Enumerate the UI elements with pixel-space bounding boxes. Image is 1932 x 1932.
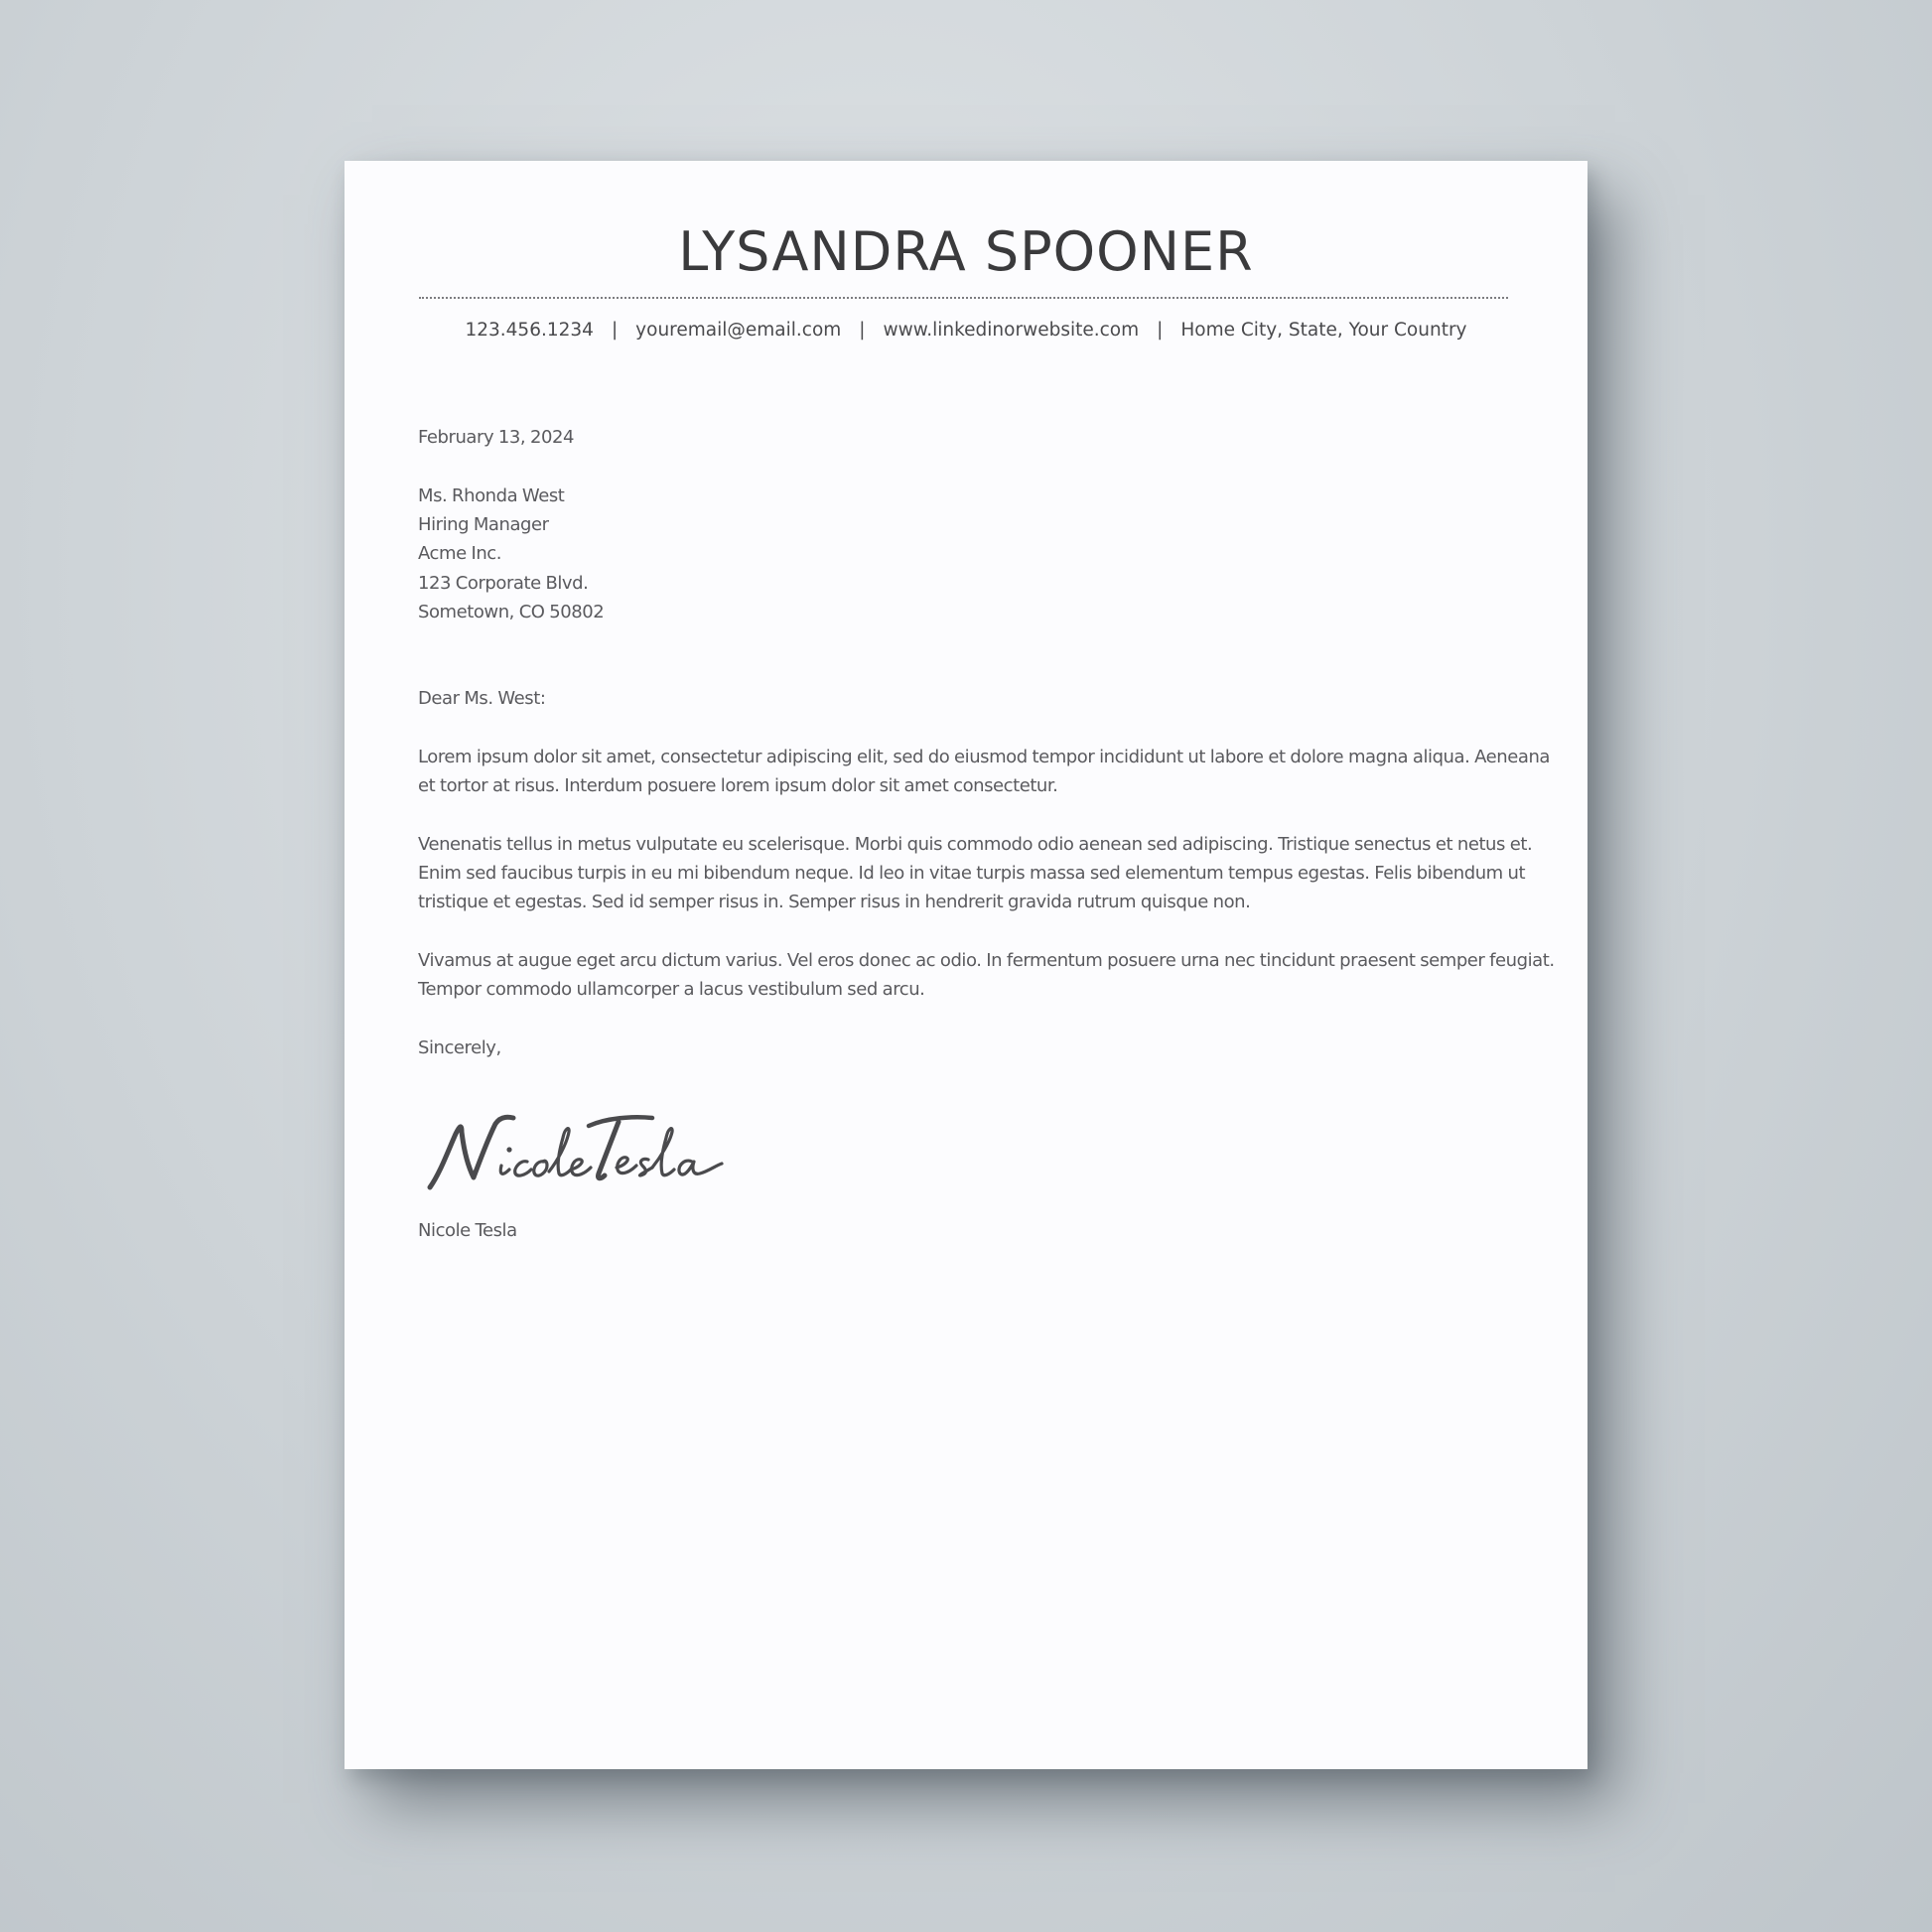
recipient-company: Acme Inc. xyxy=(418,543,502,565)
paragraph-line: et tortor at risus. Interdum posuere lorem ipsum dolor sit amet consectetur. xyxy=(418,775,1058,797)
header-divider xyxy=(419,297,1508,299)
paragraph-line: Lorem ipsum dolor sit amet, consectetur adipiscing elit, sed do eiusmod tempor incididunt ut labore et dolore magna aliqua. Aeneana xyxy=(418,747,1551,767)
paragraph-line: Enim sed faucibus turpis in eu mi bibendum neque. Id leo in vitae turpis massa sed elementum tempus egestas. Felis bibendum ut xyxy=(418,863,1526,885)
paragraph-line: Tempor commodo ullamcorper a lacus vestibulum sed arcu. xyxy=(418,979,925,1001)
body-paragraph-1 xyxy=(418,743,1551,800)
greeting-text: Dear Ms. West: xyxy=(418,688,546,709)
date-text: February 13, 2024 xyxy=(418,427,574,448)
recipient-name: Ms. Rhonda West xyxy=(418,485,565,506)
contact-separator: | xyxy=(859,320,866,341)
contact-email: youremail@email.com xyxy=(635,320,842,341)
body-paragraph-3 xyxy=(418,946,1555,1004)
contact-location: Home City, State, Your Country xyxy=(1180,320,1467,341)
recipient-title: Hiring Manager xyxy=(418,514,549,536)
contact-line xyxy=(345,320,1587,341)
recipient-street: 123 Corporate Blvd. xyxy=(418,572,589,594)
closing-text: Sincerely, xyxy=(418,1037,501,1058)
handwritten-signature xyxy=(422,1104,730,1193)
applicant-name: LYSANDRA SPOONER xyxy=(678,220,1254,283)
letter-page xyxy=(345,161,1587,1769)
body-paragraph-2 xyxy=(418,830,1533,917)
letter-greeting xyxy=(418,684,1520,713)
letter-closing xyxy=(418,1034,1520,1062)
recipient-city: Sometown, CO 50802 xyxy=(418,601,605,622)
paragraph-line: Vivamus at augue eget arcu dictum varius. Vel eros donec ac odio. In fermentum posuere urna nec tincidunt praesent semper feugiat. xyxy=(418,950,1555,971)
signer-name: Nicole Tesla xyxy=(418,1220,517,1241)
contact-separator: | xyxy=(611,320,619,341)
paragraph-line: Venenatis tellus in metus vulputate eu scelerisque. Morbi quis commodo odio aenean sed adipiscing. Tristique senectus et netus et. xyxy=(418,834,1533,855)
contact-website: www.linkedinorwebsite.com xyxy=(883,320,1140,341)
contact-separator: | xyxy=(1157,320,1164,341)
letter-date xyxy=(418,423,1520,452)
contact-phone: 123.456.1234 xyxy=(465,320,594,341)
recipient-address xyxy=(418,482,1520,626)
paragraph-line: tristique et egestas. Sed id semper risus in. Semper risus in hendrerit gravida rutrum quisque non. xyxy=(418,892,1251,913)
signer-block xyxy=(418,1216,1520,1245)
